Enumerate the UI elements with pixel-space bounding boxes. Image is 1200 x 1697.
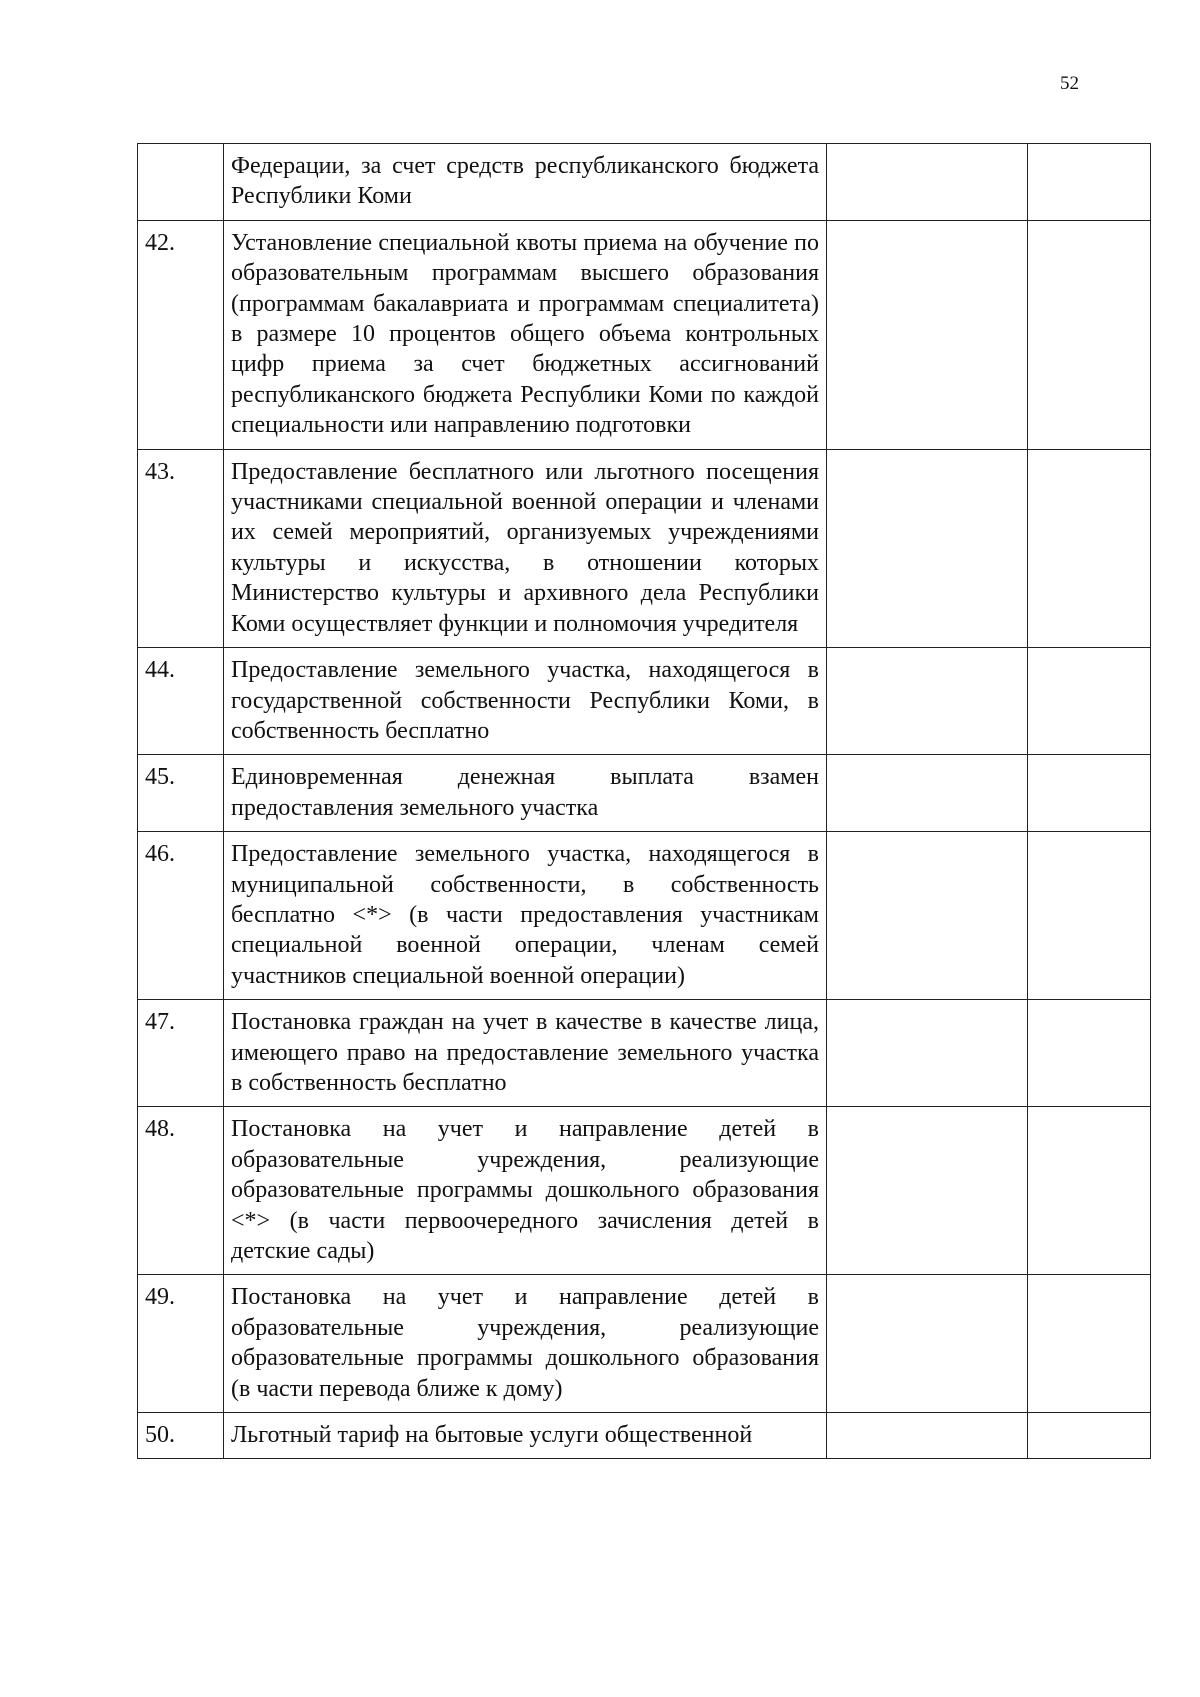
empty-cell: [827, 1107, 1028, 1275]
table-row: [138, 1275, 1151, 1413]
empty-cell: [827, 449, 1028, 647]
table-row: [138, 832, 1151, 1000]
empty-cell: [1028, 1413, 1151, 1459]
empty-cell: [1028, 220, 1151, 449]
empty-cell: [1028, 1107, 1151, 1275]
row-number: 49.: [138, 1275, 224, 1413]
table-row: [138, 755, 1151, 832]
empty-cell: [827, 648, 1028, 755]
empty-cell: [1028, 1000, 1151, 1107]
row-text: Льготный тариф на бытовые услуги общественной: [224, 1413, 827, 1459]
row-text: Предоставление земельного участка, находящегося в муниципальной собственности, в собственность бесплатно <*> (в части предоставления участникам специальной военной операции, членам семей участников специальной военной операции): [224, 832, 827, 1000]
row-text: Федерации, за счет средств республиканского бюджета Республики Коми: [224, 144, 827, 221]
page-number: 52: [1060, 73, 1079, 94]
row-text: Предоставление земельного участка, находящегося в государственной собственности Республики Коми, в собственность бесплатно: [224, 648, 827, 755]
table-row: [138, 144, 1151, 221]
empty-cell: [827, 144, 1028, 221]
empty-cell: [1028, 449, 1151, 647]
empty-cell: [1028, 1275, 1151, 1413]
empty-cell: [1028, 832, 1151, 1000]
row-number: 43.: [138, 449, 224, 647]
table-row: [138, 220, 1151, 449]
row-number: 46.: [138, 832, 224, 1000]
empty-cell: [827, 832, 1028, 1000]
empty-cell: [827, 220, 1028, 449]
row-text: Предоставление бесплатного или льготного посещения участниками специальной военной операции и членами их семей мероприятий, организуемых учреждениями культуры и искусства, в отношении которых Министерство культуры и архивного дела Республики Коми осуществляет функции и полномочия учредителя: [224, 449, 827, 647]
table-row: [138, 1107, 1151, 1275]
row-text: Единовременная денежная выплата взамен предоставления земельного участка: [224, 755, 827, 832]
table-row: [138, 648, 1151, 755]
measures-table: [137, 143, 1151, 1459]
empty-cell: [1028, 648, 1151, 755]
row-text: Постановка граждан на учет в качестве в качестве лица, имеющего право на предоставление земельного участка в собственность бесплатно: [224, 1000, 827, 1107]
empty-cell: [827, 1413, 1028, 1459]
row-number: 50.: [138, 1413, 224, 1459]
row-number: 47.: [138, 1000, 224, 1107]
row-number: 44.: [138, 648, 224, 755]
empty-cell: [1028, 755, 1151, 832]
row-number: 42.: [138, 220, 224, 449]
empty-cell: [827, 755, 1028, 832]
row-text: Постановка на учет и направление детей в образовательные учреждения, реализующие образовательные программы дошкольного образования (в части перевода ближе к дому): [224, 1275, 827, 1413]
table-row: [138, 449, 1151, 647]
row-text: Постановка на учет и направление детей в образовательные учреждения, реализующие образовательные программы дошкольного образования <*> (в части первоочередного зачисления детей в детские сады): [224, 1107, 827, 1275]
row-text: Установление специальной квоты приема на обучение по образовательным программам высшего образования (программам бакалавриата и программам специалитета) в размере 10 процентов общего объема контрольных цифр приема за счет бюджетных ассигнований республиканского бюджета Республики Коми по каждой специальности или направлению подготовки: [224, 220, 827, 449]
table-row: [138, 1413, 1151, 1459]
empty-cell: [1028, 144, 1151, 221]
table-row: [138, 1000, 1151, 1107]
row-number: 48.: [138, 1107, 224, 1275]
row-number: [138, 144, 224, 221]
row-number: 45.: [138, 755, 224, 832]
empty-cell: [827, 1000, 1028, 1107]
empty-cell: [827, 1275, 1028, 1413]
